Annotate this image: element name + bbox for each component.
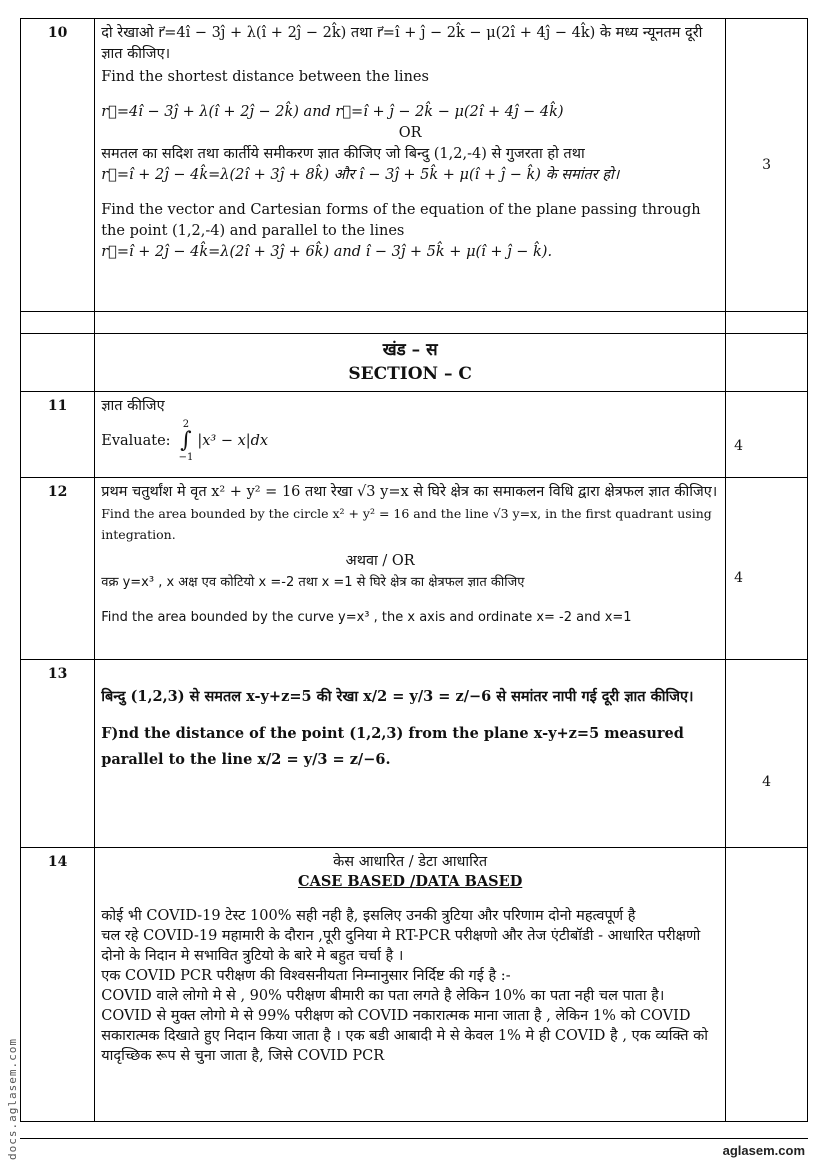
- paragraph: एक COVID PCR परीक्षण की विश्वसनीयता निम्नानुसार निर्दिष्ट की गई है :-: [101, 968, 511, 984]
- equation: r⃗=4î − 3ĵ + λ(î + 2ĵ − 2k̂) and r⃗=î + ĵ − 2k̂ − μ(2î + 4ĵ − 4k̂): [101, 104, 564, 120]
- integrand: |x³ − x|dx: [197, 432, 269, 449]
- marks: 4: [734, 570, 744, 586]
- case-title-hindi: केस आधारित / डेटा आधारित: [333, 854, 488, 870]
- hindi-text: समतल का सदिश तथा कार्तीये समीकरण ज्ञात कीजिए जो बिन्दु (1,2,-4) से गुजरता हो तथा: [101, 146, 585, 162]
- equation: r⃗=î + 2ĵ − 4k̂=λ(2î + 3ĵ + 6k̂) and î − 3ĵ + 5k̂ + μ(î + ĵ − k̂).: [101, 244, 553, 260]
- question-row-12: [21, 478, 808, 660]
- or-label: अथवा / OR: [345, 553, 415, 569]
- footer-site: aglasem.com: [722, 1143, 805, 1158]
- hindi-text: ज्ञात कीजिए: [101, 398, 165, 414]
- question-number: 10: [21, 19, 95, 312]
- integral-sign: ∫: [180, 428, 192, 453]
- hindi-text: दो रेखाओ r⃗=4î − 3ĵ + λ(î + 2ĵ − 2k̂) तथा r⃗=î + ĵ − 2k̂ − μ(2î + 4ĵ − 4k̂) के मध्य न्यूनतम दूरी ज्ञात कीजिए।: [101, 25, 703, 62]
- section-title: SECTION – C: [348, 364, 472, 384]
- question-row-14: [21, 848, 808, 1122]
- question-body: [95, 478, 726, 660]
- question-body: [95, 848, 726, 1122]
- case-title: CASE BASED /DATA BASED: [298, 873, 523, 890]
- question-paper-page: [20, 18, 810, 1138]
- integral: [179, 419, 269, 463]
- hindi-text: वक्र y=x³ , x अक्ष एव कोटियो x =-2 तथा x =1 से घिरे क्षेत्र का क्षेत्रफल ज्ञात कीजिए: [101, 575, 525, 590]
- marks-cell: [726, 478, 808, 660]
- english-text: Find the area bounded by the curve y=x³ , the x axis and ordinate x= -2 and x=1: [101, 610, 632, 625]
- footer-divider: [20, 1138, 808, 1139]
- question-row-10: [21, 19, 808, 312]
- question-table: [20, 18, 808, 1122]
- marks: 3: [762, 157, 771, 173]
- or-label: OR: [398, 125, 422, 141]
- marks-cell: [726, 392, 808, 478]
- question-body: [95, 660, 726, 848]
- hindi-text: बिन्दु (1,2,3) से समतल x-y+z=5 की रेखा x/2 = y/3 = z/−6 से समांतर नापी गई दूरी ज्ञात कीजिए।: [101, 688, 694, 705]
- upper-limit: 2: [182, 419, 190, 430]
- question-row-11: [21, 392, 808, 478]
- marks: 4: [762, 774, 771, 790]
- english-text: Find the area bounded by the circle x² + y² = 16 and the line √3 y=x, in the first quadrant using integration.: [101, 506, 712, 542]
- english-text: Find the shortest distance between the lines: [101, 69, 429, 85]
- question-number: 11: [21, 392, 95, 478]
- question-number: 13: [21, 660, 95, 848]
- hindi-text: प्रथम चतुर्थांश मे वृत x² + y² = 16 तथा रेखा √3 y=x से घिरे क्षेत्र का समाकलन विधि द्वारा क्षेत्रफल ज्ञात कीजिए।: [101, 484, 718, 500]
- english-text: Find the vector and Cartesian forms of the equation of the plane passing through the point (1,2,-4) and parallel to the lines: [101, 202, 701, 239]
- section-row: [21, 334, 808, 392]
- lower-limit: −1: [178, 452, 194, 463]
- equation: r⃗=î + 2ĵ − 4k̂=λ(2î + 3ĵ + 8k̂) और î − 3ĵ + 5k̂ + μ(î + ĵ − k̂) के समांतर हो।: [101, 167, 620, 183]
- spacer-row: [21, 312, 808, 334]
- question-number: 14: [21, 848, 95, 1122]
- watermark: docs.aglasem.com: [6, 1038, 19, 1160]
- marks-cell: [726, 19, 808, 312]
- section-title-hindi: खंड – स: [382, 340, 438, 360]
- paragraph: चल रहे COVID-19 महामारी के दौरान ,पूरी दुनिया मे RT-PCR परीक्षणो और तेज एंटीबॉडी - आधारित परीक्षणो दोनो के निदान मे सभावित त्रुटियो के बारे मे बहुत चर्चा है ।: [101, 928, 701, 964]
- marks: 4: [734, 438, 744, 454]
- english-text: F)nd the distance of the point (1,2,3) from the plane x-y+z=5 measured parallel to the line x/2 = y/3 = z/−6.: [101, 725, 684, 768]
- paragraph: कोई भी COVID-19 टेस्ट 100% सही नही है, इसलिए उनकी त्रुटिया और परिणाम दोनो महत्वपूर्ण है: [101, 908, 636, 924]
- marks-cell: [726, 660, 808, 848]
- question-row-13: [21, 660, 808, 848]
- question-body: [95, 19, 726, 312]
- question-body: [95, 392, 726, 478]
- evaluate-label: Evaluate:: [101, 432, 171, 449]
- question-number: 12: [21, 478, 95, 660]
- paragraph: COVID वाले लोगो मे से , 90% परीक्षण बीमारी का पता लगते है लेकिन 10% का पता नही चल पाता है। COVID से मुक्त लोगो मे से 99% परीक्षण को COVID नकारात्मक माना जाता है , लेकिन 1% को COVID सकारात्मक दिखाते हुए निदान किया जाता है । एक बडी आबादी मे से केवल 1% मे ही COVID है , एक व्यक्ति को यादृच्छिक रूप से चुना जाता है, जिसे COVID PCR: [101, 988, 708, 1064]
